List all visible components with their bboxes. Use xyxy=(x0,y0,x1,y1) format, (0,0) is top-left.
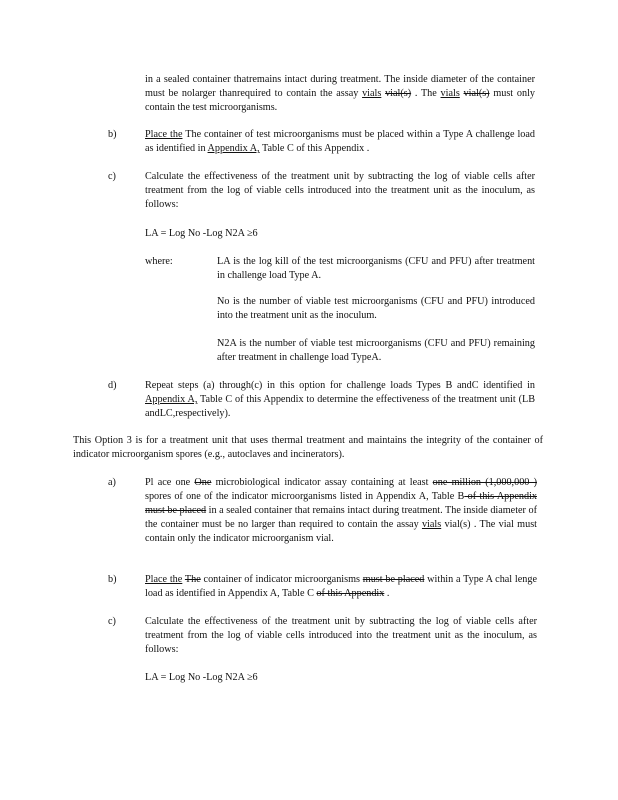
where-label: where: xyxy=(145,256,173,267)
underlined-insertion: vials xyxy=(362,88,382,99)
text-run: . xyxy=(384,588,390,599)
option3-item-label-b: b) xyxy=(108,574,117,585)
text-run: . The xyxy=(411,88,441,99)
underlined-insertion: vials xyxy=(440,88,460,99)
item-d-text xyxy=(145,379,535,421)
underlined-insertion: Appendix A, xyxy=(145,394,198,405)
text-run: in a sealed container that remains intact during treatment. The inside diameter of the container must be no larger than required to contain the assay xyxy=(145,505,537,530)
item-b-text xyxy=(145,128,535,156)
text-run: Calculate the effectiveness of the treatment unit by subtracting the log of viable cells after treatment from the log of viable cells introduced into the treatment unit as the inoculum, as follows: xyxy=(145,616,537,655)
struck-deletion: The xyxy=(184,574,201,585)
struck-deletion: one million (1,000,000 ) xyxy=(432,477,537,488)
underlined-insertion: Place the xyxy=(145,574,183,585)
item-label-d: d) xyxy=(108,380,117,391)
text-run: container of indicator microorganisms xyxy=(200,574,363,585)
text-run: The container of test microorganisms must be placed within a Type A challenge load as identified in xyxy=(145,129,535,154)
option3-formula: LA = Log No -Log N2A ≥6 xyxy=(145,672,258,683)
option3-intro xyxy=(73,434,543,462)
formula: LA = Log No -Log N2A ≥6 xyxy=(145,228,258,239)
underlined-insertion: Place the xyxy=(145,129,183,140)
option3-item-a-text xyxy=(145,476,537,546)
item-label-b: b) xyxy=(108,129,117,140)
text-run: Repeat steps (a) through(c) in this option for challenge loads Types B andC identified in xyxy=(145,380,535,391)
item-c-text xyxy=(145,170,535,212)
text-run: Table C of this Appendix . xyxy=(259,143,370,154)
option3-item-label-c: c) xyxy=(108,616,116,627)
struck-deletion: of this Appendix xyxy=(316,588,385,599)
text-run: within a Type A chal lenge load as identified in Appendix A, Table C xyxy=(145,574,537,599)
text-run: Table C of this Appendix to determine the effectiveness of the treatment unit (LB andLC,respectively). xyxy=(145,394,535,419)
struck-deletion: vial(s) xyxy=(463,88,490,99)
option3-item-c-text xyxy=(145,615,537,657)
text-run: spores of one of the indicator microorganisms listed in Appendix A, Table B xyxy=(145,491,465,502)
definition-la: LA is the log kill of the test microorganisms (CFU and PFU) after treatment in challenge load Type A. xyxy=(217,256,535,281)
text-run: Pl ace one xyxy=(145,477,195,488)
struck-deletion: vial(s) xyxy=(385,88,412,99)
text-run: in a sealed container thatremains intact during treatment. The inside diameter of the container must be nolarger thanrequired to contain the assay xyxy=(145,74,535,99)
text-run: microbiological indicator assay containing at least xyxy=(211,477,433,488)
underlined-insertion: vials xyxy=(421,519,442,530)
definition-no: No is the number of viable test microorganisms (CFU and PFU) introduced into the treatment unit as the inoculum. xyxy=(217,296,535,321)
option3-item-b-text xyxy=(145,573,537,601)
struck-deletion: of this Appendix must be placed xyxy=(145,491,537,516)
item-label-a: a) xyxy=(108,477,116,488)
item-label-c: c) xyxy=(108,171,116,182)
intro-paragraph xyxy=(145,73,535,115)
text-run: must only contain the test microorganisms. xyxy=(145,88,535,113)
text-run: This Option 3 is for a treatment unit that uses thermal treatment and maintains the integrity of the container of indicator microorganism spores (e.g., autoclaves and incinerators). xyxy=(73,435,543,460)
struck-deletion: One xyxy=(194,477,212,488)
definition-n2a: N2A is the number of viable test microorganisms (CFU and PFU) remaining after treatment in challenge load TypeA. xyxy=(217,338,535,363)
struck-deletion: must be placed xyxy=(362,574,425,585)
text-run: Calculate the effectiveness of the treatment unit by subtracting the log of viable cells after treatment from the log of viable cells introduced into the treatment unit as the inoculum, as follows: xyxy=(145,171,535,210)
underlined-insertion: Appendix A, xyxy=(207,143,260,154)
text-run: vial(s) . The vial must contain only the indicator microorganism vial. xyxy=(145,519,537,544)
